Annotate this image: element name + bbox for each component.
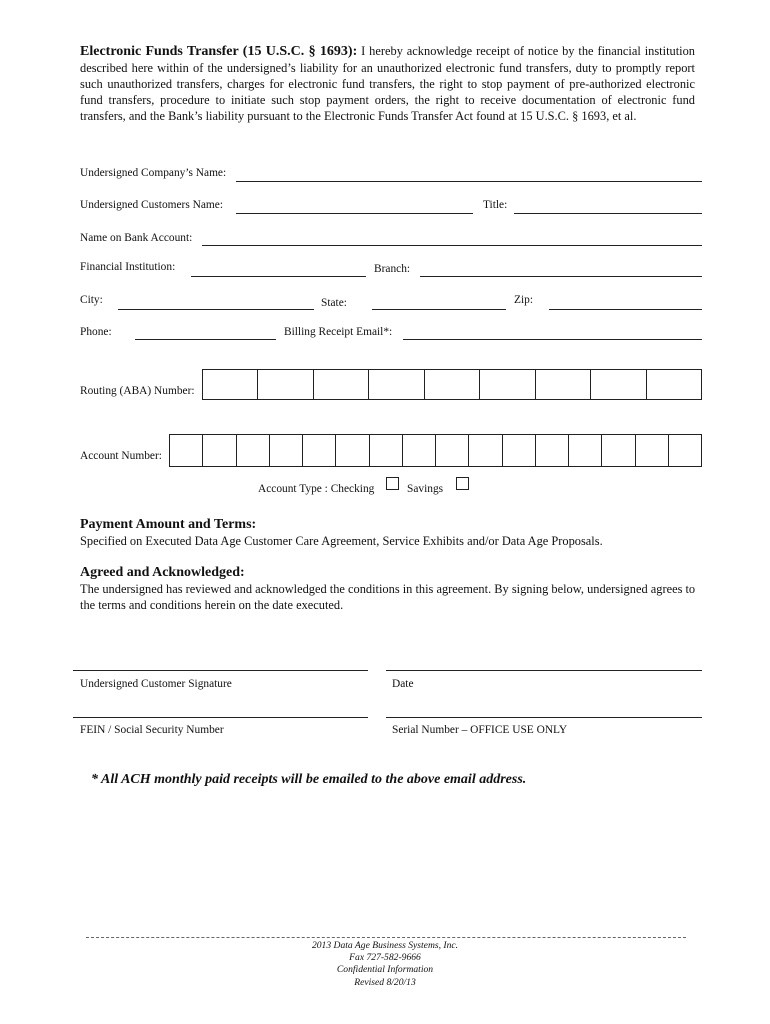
bank-account-name-field[interactable] [202, 245, 702, 246]
title-label: Title: [483, 199, 508, 211]
checking-checkbox[interactable] [386, 477, 399, 490]
routing-digit-box[interactable] [425, 370, 480, 399]
title-field[interactable] [514, 213, 702, 214]
account-digit-box[interactable] [303, 435, 336, 466]
account-digit-box[interactable] [669, 435, 701, 466]
footer [0, 940, 770, 989]
payment-terms-heading: Payment Amount and Terms: [80, 517, 257, 532]
branch-label: Branch: [374, 263, 411, 275]
savings-checkbox[interactable] [456, 477, 469, 490]
routing-digit-box[interactable] [203, 370, 258, 399]
payment-terms-text: Specified on Executed Data Age Customer Care Agreement, Service Exhibits and/or Data Age Proposals. [80, 534, 603, 548]
billing-email-field[interactable] [403, 339, 702, 340]
date-line[interactable] [386, 670, 702, 671]
zip-label: Zip: [514, 294, 533, 306]
city-label: City: [80, 294, 103, 306]
state-field[interactable] [372, 309, 506, 310]
eft-notice-text: I hereby acknowledge receipt of notice by the financial institution described here within of the undersigned’s liability for an unauthorized electronic fund transfers, duty to promptly report such unauthorized transfers, charges for electronic fund transfers, the right to stop payment of pre-authorized electronic fund transfers, procedure to initiate such stop payment orders, the right to receive documentation of electronic fund transfers, and the Bank’s liability pursuant to the Electronic Funds Transfer Act found at 15 U.S.C. § 1693, et al. [80, 44, 695, 123]
account-digit-box[interactable] [403, 435, 436, 466]
financial-institution-label: Financial Institution: [80, 261, 176, 273]
customer-name-field[interactable] [236, 213, 473, 214]
fein-label: FEIN / Social Security Number [80, 724, 224, 736]
routing-digit-box[interactable] [647, 370, 701, 399]
account-number-label: Account Number: [80, 450, 162, 462]
company-name-label: Undersigned Company’s Name: [80, 167, 227, 179]
state-label: State: [321, 297, 347, 309]
phone-label: Phone: [80, 326, 112, 338]
routing-digit-box[interactable] [536, 370, 591, 399]
ach-receipts-note: * All ACH monthly paid receipts will be emailed to the above email address. [91, 772, 527, 787]
footer-divider [86, 937, 686, 938]
account-number-boxes[interactable] [169, 434, 702, 467]
account-digit-box[interactable] [536, 435, 569, 466]
account-digit-box[interactable] [203, 435, 236, 466]
routing-number-label: Routing (ABA) Number: [80, 385, 195, 397]
routing-digit-box[interactable] [258, 370, 313, 399]
routing-digit-box[interactable] [480, 370, 535, 399]
customer-signature-line[interactable] [73, 670, 368, 671]
phone-field[interactable] [135, 339, 276, 340]
routing-digit-box[interactable] [314, 370, 369, 399]
customer-name-label: Undersigned Customers Name: [80, 199, 223, 211]
account-digit-box[interactable] [569, 435, 602, 466]
eft-notice-paragraph [80, 43, 695, 124]
eft-notice-heading: Electronic Funds Transfer (15 U.S.C. § 1693): [80, 44, 358, 59]
account-digit-box[interactable] [469, 435, 502, 466]
financial-institution-field[interactable] [191, 276, 366, 277]
billing-email-label: Billing Receipt Email*: [284, 326, 393, 338]
account-digit-box[interactable] [602, 435, 635, 466]
account-digit-box[interactable] [270, 435, 303, 466]
city-field[interactable] [118, 309, 314, 310]
serial-number-label: Serial Number – OFFICE USE ONLY [392, 724, 568, 736]
routing-digit-box[interactable] [369, 370, 424, 399]
account-digit-box[interactable] [436, 435, 469, 466]
serial-number-line[interactable] [386, 717, 702, 718]
savings-label: Savings [407, 483, 444, 495]
customer-signature-label: Undersigned Customer Signature [80, 678, 232, 690]
footer-fax: Fax 727-582-9666 [349, 952, 421, 964]
account-digit-box[interactable] [170, 435, 203, 466]
date-label: Date [392, 678, 414, 690]
footer-revised: Revised 8/20/13 [354, 976, 416, 988]
account-digit-box[interactable] [237, 435, 270, 466]
fein-line[interactable] [73, 717, 368, 718]
company-name-field[interactable] [236, 181, 702, 182]
footer-copyright: 2013 Data Age Business Systems, Inc. [311, 940, 459, 951]
routing-number-boxes[interactable] [202, 369, 702, 400]
account-type-label: Account Type : Checking [258, 483, 375, 495]
account-digit-box[interactable] [503, 435, 536, 466]
account-digit-box[interactable] [636, 435, 669, 466]
routing-digit-box[interactable] [591, 370, 646, 399]
footer-confidential: Confidential Information [336, 964, 434, 976]
agreed-heading: Agreed and Acknowledged: [80, 565, 245, 580]
agreed-text: The undersigned has reviewed and acknowledged the conditions in this agreement. By signing below, undersigned agrees to the terms and conditions herein on the date executed. [80, 582, 696, 612]
zip-field[interactable] [549, 309, 702, 310]
bank-account-name-label: Name on Bank Account: [80, 232, 193, 244]
branch-field[interactable] [420, 276, 702, 277]
account-digit-box[interactable] [336, 435, 369, 466]
account-digit-box[interactable] [370, 435, 403, 466]
